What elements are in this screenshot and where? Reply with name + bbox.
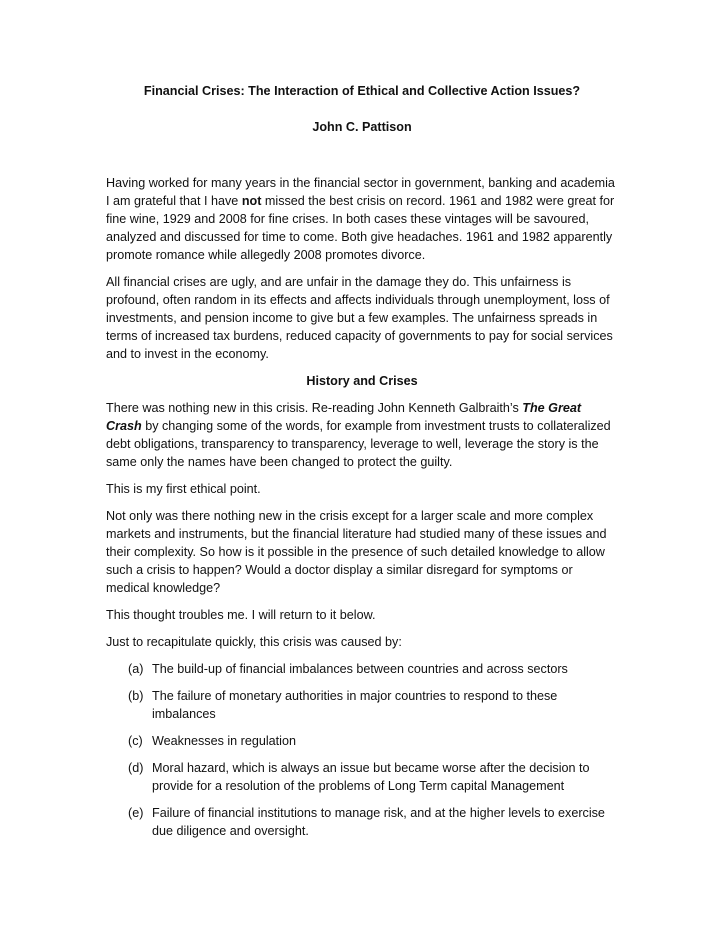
list-item-marker: (a)	[128, 662, 144, 676]
document-author: John C. Pattison	[312, 120, 412, 134]
paragraph-7: Just to recapitulate quickly, this crisis was caused by:	[106, 635, 402, 649]
list-item	[106, 804, 618, 840]
list-item-text: Weaknesses in regulation	[152, 734, 296, 748]
paragraph-5: Not only was there nothing new in the crisis except for a larger scale and more complex markets and instruments, but the financial literature had studied many of these issues and their complexity. So how is it possible in the presence of such detailed knowledge to allow such a crisis to happen? Would a doctor display a similar disregard for symptoms or medical knowledge?	[106, 509, 607, 595]
paragraph-6: This thought troubles me. I will return to it below.	[106, 608, 376, 622]
causes-list	[106, 660, 618, 840]
section-heading: History and Crises	[306, 374, 418, 388]
list-item	[106, 660, 618, 678]
list-item-marker: (e)	[128, 806, 144, 820]
list-item-text: The failure of monetary authorities in major countries to respond to these imbalances	[152, 689, 558, 721]
list-item-text: Failure of financial institutions to manage risk, and at the higher levels to exercise due diligence and oversight.	[152, 806, 605, 838]
list-item-text: Moral hazard, which is always an issue but became worse after the decision to provide for a resolution of the problems of Long Term capital Management	[152, 761, 590, 793]
list-item-marker: (d)	[128, 761, 144, 775]
paragraph-1-after: missed the best crisis on record. 1961 and 1982 were great for fine wine, 1929 and 2008 for fine crises. In both cases these vintages will be savoured, analyzed and discussed for time to come. Both give headaches. 1961 and 1982 apparently promote romance while allegedly 2008 promotes divorce.	[106, 194, 615, 262]
list-item-marker: (c)	[128, 734, 143, 748]
book-title: The Great Crash	[106, 401, 582, 433]
paragraph-1-before: Having worked for many years in the financial sector in government, banking and academia I am grateful that I have	[106, 176, 615, 208]
paragraph-3-after: by changing some of the words, for example from investment trusts to collateralized debt obligations, transparency to transparency, leverage to well, leverage the story is the same only the names have been changed to protect the guilty.	[106, 419, 611, 469]
document-body	[106, 82, 618, 849]
paragraph-2: All financial crises are ugly, and are unfair in the damage they do. This unfairness is profound, often random in its effects and affects individuals through unemployment, loss of investments, and pension income to give but a few examples. The unfairness spreads in terms of increased tax burdens, reduced capacity of governments to pay for social services and to invest in the economy.	[106, 275, 613, 361]
list-item	[106, 759, 618, 795]
emphasis-not: not	[241, 194, 262, 208]
paragraph-3-before: There was nothing new in this crisis. Re-reading John Kenneth Galbraith’s	[106, 401, 523, 415]
list-item-marker: (b)	[128, 689, 144, 703]
list-item-text: The build-up of financial imbalances between countries and across sectors	[152, 662, 568, 676]
paragraph-4: This is my first ethical point.	[106, 482, 261, 496]
paragraph-3	[106, 399, 618, 471]
list-item	[106, 732, 618, 750]
list-item	[106, 687, 618, 723]
document-title: Financial Crises: The Interaction of Ethical and Collective Action Issues?	[143, 84, 581, 98]
paragraph-1	[106, 174, 618, 264]
